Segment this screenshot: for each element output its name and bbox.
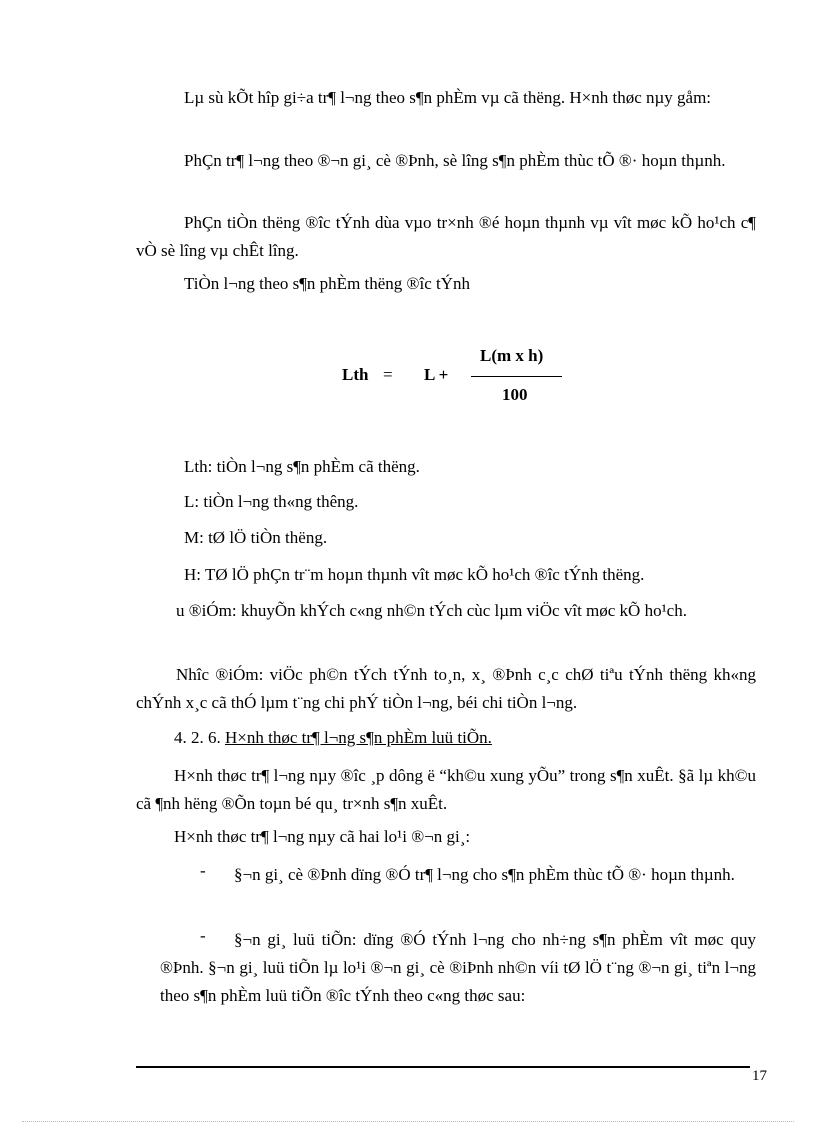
definition-lth: Lth: tiÒn l¬ng s¶n phÈm cã thëng.: [184, 457, 420, 476]
paragraph-bonus-wage-formula-intro: TiÒn l¬ng theo s¶n phÈm thëng ®îc tÝnh: [184, 274, 470, 293]
formula-denominator: 100: [502, 385, 528, 404]
definition-l: L: tiÒn l¬ng th«ng thêng.: [184, 492, 359, 511]
page-boundary: [22, 1121, 794, 1122]
formula-base-term: L +: [424, 365, 449, 384]
paragraph-two-rates-intro: H×nh thøc tr¶ l¬ng nµy cã hai lo¹i ®¬n gi¸:: [174, 827, 471, 846]
bullet-fixed-rate: §¬n gi¸ cè ®Þnh dïng ®Ó tr¶ l¬ng cho s¶n phÈm thùc tÕ ®· hoµn thµnh.: [234, 865, 735, 884]
bullet-dash: -: [200, 861, 206, 880]
formula-lhs: Lth: [342, 365, 369, 384]
section-number: 4. 2. 6.: [174, 728, 221, 747]
formula-equals: =: [383, 365, 393, 384]
paragraph-combined-pay: Lµ sù kÕt hîp gi÷a tr¶ l¬ng theo s¶n phÈm vµ cã thëng. H×nh thøc nµy gåm:: [184, 88, 712, 107]
fraction-bar: [471, 376, 562, 377]
page-number: 17: [752, 1068, 767, 1084]
paragraph-bonus-part: PhÇn tiÒn thëng ®îc tÝnh dùa vµo tr×nh ®é hoµn thµnh vµ vît møc kÕ ho¹ch c¶ vÒ sè lîng vµ chÊt lîng.: [136, 213, 756, 260]
footer-rule: [136, 1066, 750, 1068]
paragraph-disadvantages: Nhîc ®iÓm: viÖc ph©n tÝch tÝnh to¸n, x¸ ®Þnh c¸c chØ tiªu tÝnh thëng kh«ng chÝnh x¸c cã thÓ lµm t¨ng chi phÝ tiÒn l¬ng, béi chi tiÒn l¬ng.: [136, 665, 756, 712]
bullet-progressive-rate: §¬n gi¸ luü tiÕn: dïng ®Ó tÝnh l¬ng cho nh÷ng s¶n phÈm vît møc quy ®Þnh. §¬n gi¸ luü tiÕn lµ lo¹i ®¬n gi¸ cè ®iÞnh nh©n víi tØ lÖ t¨ng ®¬n gi¸ tiªn l¬ng theo s¶n phÈm luü tiÕn ®îc tÝnh theo c«ng thøc sau:: [160, 930, 756, 1005]
formula-numerator: L(m x h): [480, 346, 544, 365]
paragraph-advantages: u ®iÓm: khuyÕn khÝch c«ng nh©n tÝch cùc lµm viÖc vît møc kÕ ho¹ch.: [176, 601, 687, 620]
definition-m: M: tØ lÖ tiÒn thëng.: [184, 528, 328, 547]
definition-h: H: TØ lÖ phÇn tr¨m hoµn thµnh vît møc kÕ ho¹ch ®îc tÝnh thëng.: [184, 565, 645, 584]
section-heading: [174, 728, 492, 748]
section-title: H×nh thøc tr¶ l¬ng s¶n phÈm luü tiÕn.: [225, 728, 492, 747]
bullet-dash: -: [200, 926, 206, 945]
paragraph-fixed-rate-part: PhÇn tr¶ l¬ng theo ®¬n gi¸ cè ®Þnh, sè lîng s¶n phÈm thùc tÕ ®· hoµn thµnh.: [184, 151, 726, 170]
paragraph-progressive-scope: H×nh thøc tr¶ l¬ng nµy ®îc ¸p dông ë “kh©u xung yÕu” trong s¶n xuÊt. §ã lµ kh©u cã ¶nh hëng ®Õn toµn bé qu¸ tr×nh s¶n xuÊt.: [136, 766, 756, 813]
